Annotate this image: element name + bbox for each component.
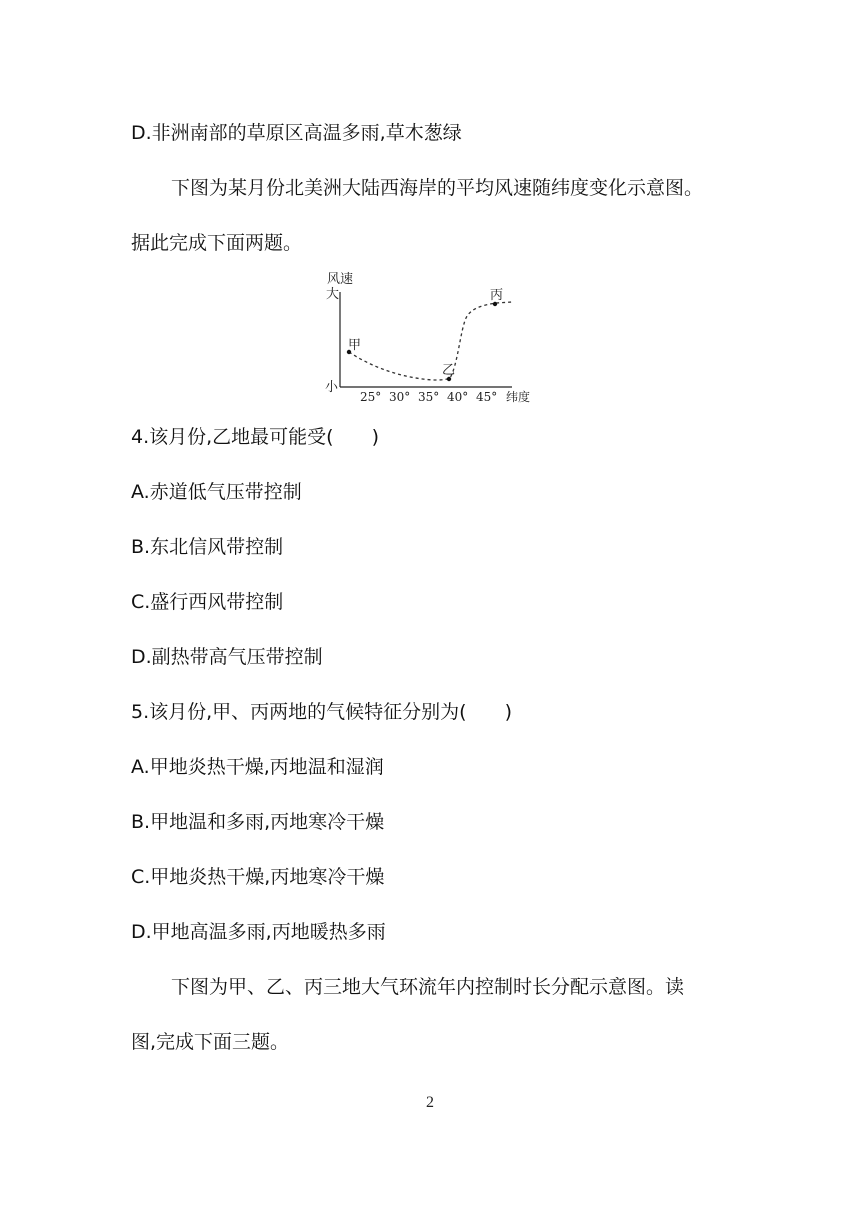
y-axis-title: 风速 bbox=[327, 272, 354, 287]
q4-option-c: C.盛行西风带控制 bbox=[131, 591, 284, 613]
question-5: 5.该月份,甲、丙两地的气候特征分别为( ) bbox=[131, 701, 512, 723]
intro-paragraph-2-cont: 图,完成下面三题。 bbox=[131, 1031, 290, 1053]
x-tick-label: 45° bbox=[476, 390, 498, 404]
page-number: 2 bbox=[426, 1094, 434, 1111]
y-high-label: 大 bbox=[326, 287, 340, 302]
point-yi-label: 乙 bbox=[442, 363, 456, 378]
point-jia-label: 甲 bbox=[348, 338, 362, 353]
question-4: 4.该月份,乙地最可能受( ) bbox=[131, 426, 379, 448]
q4-option-a: A.赤道低气压带控制 bbox=[131, 481, 302, 503]
x-tick-label: 35° bbox=[418, 390, 440, 404]
q5-option-a: A.甲地炎热干燥,丙地温和湿润 bbox=[131, 756, 384, 778]
point-bing-label: 丙 bbox=[490, 288, 504, 303]
y-low-label: 小 bbox=[325, 380, 339, 395]
q5-option-d: D.甲地高温多雨,丙地暖热多雨 bbox=[131, 921, 386, 943]
intro-paragraph-2: 下图为甲、乙、丙三地大气环流年内控制时长分配示意图。读 bbox=[171, 976, 685, 998]
q4-option-d: D.副热带高气压带控制 bbox=[131, 646, 323, 668]
x-axis-title: 纬度 bbox=[506, 390, 531, 404]
option-d-prev: D.非洲南部的草原区高温多雨,草木葱绿 bbox=[131, 122, 462, 144]
wind-speed-latitude-figure bbox=[318, 268, 540, 406]
x-tick-label: 30° bbox=[389, 390, 411, 404]
q4-option-b: B.东北信风带控制 bbox=[131, 536, 284, 558]
q5-option-b: B.甲地温和多雨,丙地寒冷干燥 bbox=[131, 811, 385, 833]
intro-paragraph-1-cont: 据此完成下面两题。 bbox=[131, 232, 303, 254]
x-tick-label: 40° bbox=[447, 390, 469, 404]
intro-paragraph-1: 下图为某月份北美洲大陆西海岸的平均风速随纬度变化示意图。 bbox=[171, 177, 704, 199]
x-tick-label: 25° bbox=[360, 390, 382, 404]
wind-speed-curve bbox=[349, 302, 512, 380]
q5-option-c: C.甲地炎热干燥,丙地寒冷干燥 bbox=[131, 866, 385, 888]
